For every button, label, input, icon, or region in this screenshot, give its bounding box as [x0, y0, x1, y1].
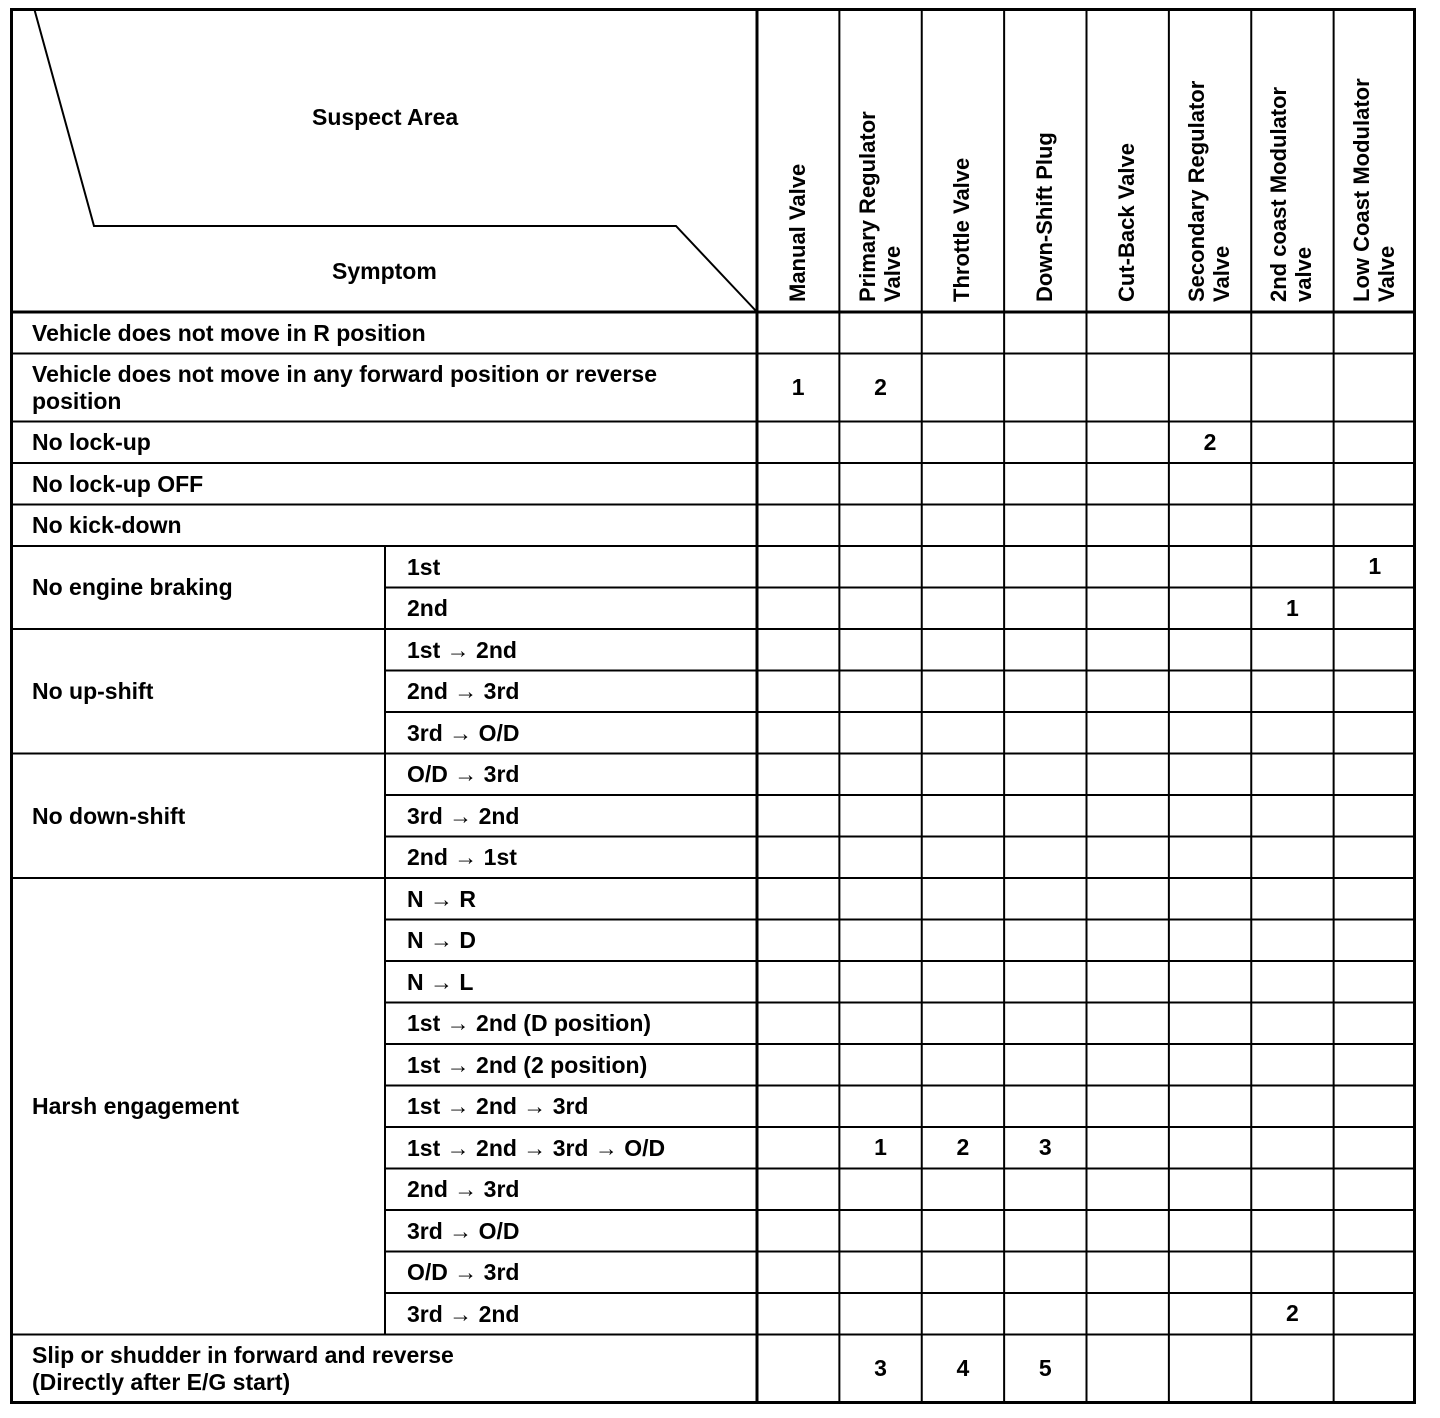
condition-label: 1st → 2nd (2 position) [407, 1051, 648, 1078]
suspect-area-label: Suspect Area [312, 104, 459, 130]
symptom-label: No engine braking [32, 574, 233, 601]
symptom-label: No lock-up [32, 429, 151, 456]
condition-label: 3rd → 2nd [407, 802, 520, 829]
column-header [1266, 86, 1317, 303]
column-header-label: Cut-Back Valve [1114, 143, 1140, 302]
condition-label: 1st → 2nd → 3rd [407, 1093, 589, 1120]
priority-number: 2 [956, 1134, 970, 1161]
column-header [854, 111, 905, 303]
priority-number: 2 [874, 374, 887, 400]
condition-label: 2nd → 3rd [407, 1176, 520, 1203]
column-header [1184, 80, 1234, 303]
condition-label: 1st → 2nd [407, 636, 517, 663]
column-header-label: 2nd coast Modulator valve [1266, 86, 1317, 302]
priority-number: 5 [1038, 1355, 1052, 1381]
symptom-label: No kick-down [32, 512, 182, 539]
symptom-label: No lock-up OFF [32, 470, 204, 497]
symptom-label: Vehicle does not move in R position [32, 319, 426, 346]
column-header [1348, 78, 1399, 303]
column-header [784, 163, 810, 303]
symptom-label: Symptom [332, 258, 437, 284]
priority-number: 2 [1286, 1300, 1299, 1327]
symptom-label: Vehicle does not move in any forward position or reverse position [32, 361, 658, 414]
column-header-label: Secondary Regulator Valve [1184, 80, 1234, 302]
condition-label: 2nd [407, 595, 448, 622]
priority-number: 1 [1286, 594, 1299, 621]
column-header-label: Down-Shift Plug [1031, 132, 1057, 302]
condition-label: N → L [407, 968, 474, 995]
priority-number: 1 [1368, 553, 1382, 580]
priority-number: 3 [874, 1355, 887, 1381]
condition-label: 1st → 2nd (D position) [407, 1010, 652, 1037]
column-header-label: Low Coast Modulator Valve [1348, 78, 1399, 302]
priority-number: 4 [956, 1355, 970, 1381]
condition-label: 3rd → O/D [407, 719, 520, 746]
column-header-label: Manual Valve [784, 163, 810, 302]
condition-label: 2nd → 1st [407, 844, 517, 871]
column-header [1031, 132, 1057, 303]
priority-number: 1 [791, 374, 805, 400]
priority-number: 3 [1038, 1134, 1052, 1161]
condition-label: N → R [407, 885, 476, 912]
symptom-label: Slip or shudder in forward and reverse (Directly after E/G start) [32, 1342, 454, 1395]
column-header [1114, 143, 1140, 303]
condition-label: O/D → 3rd [407, 761, 520, 788]
symptom-label: No down-shift [32, 802, 186, 829]
condition-label: 3rd → 2nd [407, 1300, 520, 1327]
priority-number: 1 [874, 1134, 887, 1161]
column-header-label: Throttle Valve [949, 157, 975, 302]
condition-label: 3rd → O/D [407, 1217, 520, 1244]
column-header [949, 157, 975, 303]
condition-label: N → D [407, 927, 476, 954]
condition-label: 2nd → 3rd [407, 678, 520, 705]
symptom-label: Harsh engagement [32, 1093, 240, 1120]
condition-label: O/D → 3rd [407, 1259, 520, 1286]
priority-number: 2 [1203, 428, 1217, 455]
symptom-label: No up-shift [32, 678, 154, 705]
condition-label: 1st [407, 553, 441, 580]
condition-label: 1st → 2nd → 3rd → O/D [407, 1134, 666, 1161]
column-header-label: Primary Regulator Valve [854, 111, 905, 302]
troubleshooting-table [10, 8, 1416, 1404]
